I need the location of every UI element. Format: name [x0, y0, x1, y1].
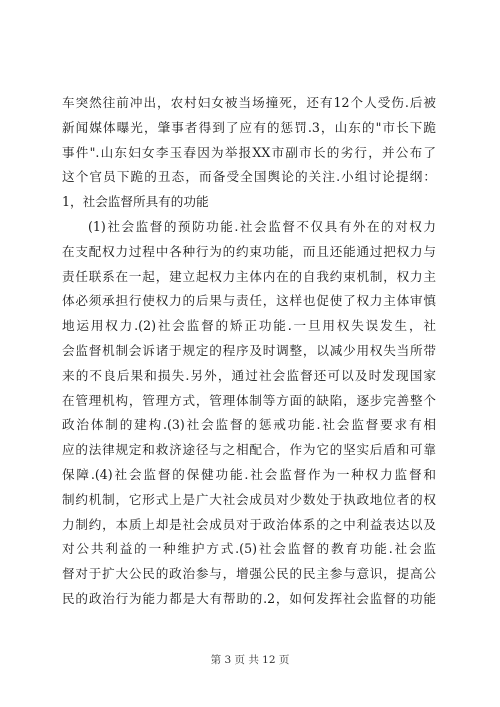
text-line: 体必须承担行使权力的后果与责任，这样也促使了权力主体审慎	[62, 293, 436, 309]
text-line: 在管理机构，管理方式，管理体制等方面的缺陷，逐步完善整个	[62, 392, 436, 408]
page-footer: 第 3 页 共 12 页	[210, 654, 290, 666]
text-line: 保障.(4)社会监督的保健功能.社会监督作为一种权力监督和	[62, 466, 436, 482]
text-line: 地运用权力.(2)社会监督的矫正功能.一旦用权失误发生，社	[62, 318, 436, 334]
text-line: 制约机制，它形式上是广大社会成员对少数处于执政地位者的权	[62, 491, 436, 507]
text-line: 这个官员下跪的丑态，而备受全国舆论的关注.小组讨论提纲：	[62, 169, 436, 185]
text-line: 在支配权力过程中各种行为的约束功能，而且还能通过把权力与	[62, 243, 436, 259]
text-line: 应的法律规定和救济途径与之相配合，作为它的坚实后盾和可靠	[62, 442, 436, 458]
text-line: 对公共利益的一种维护方式.(5)社会监督的教育功能.社会监	[62, 541, 436, 557]
text-line: 1，社会监督所具有的功能	[62, 194, 209, 210]
text-line: 事件".山东妇女李玉春因为举报XX市副市长的劣行，并公布了	[62, 144, 436, 160]
text-line: 来的不良后果和损失.另外，通过社会监督还可以及时发现国家	[62, 367, 436, 383]
text-line: 政治体制的建构.(3)社会监督的惩戒功能.社会监督要求有相	[62, 417, 436, 433]
text-line: 力制约，本质上却是社会成员对于政治体系的之中利益表达以及	[62, 516, 436, 532]
body-text	[62, 91, 436, 612]
text-line: 责任联系在一起，建立起权力主体内在的自我约束机制，权力主	[62, 268, 436, 284]
text-line: 新闻媒体曝光，肇事者得到了应有的惩罚.3，山东的"市长下跪	[62, 119, 436, 135]
text-line: 会监督机制会诉诸于规定的程序及时调整，以减少用权失当所带	[62, 342, 436, 358]
text-line: 民的政治行为能力都是大有帮助的.2，如何发挥社会监督的功能	[62, 590, 436, 606]
text-line: (1)社会监督的预防功能.社会监督不仅具有外在的对权力	[88, 218, 436, 234]
text-line: 督对于扩大公民的政治参与，增强公民的民主参与意识，提高公	[62, 566, 436, 582]
text-line: 车突然往前冲出，农村妇女被当场撞死，还有12个人受伤.后被	[62, 95, 436, 110]
